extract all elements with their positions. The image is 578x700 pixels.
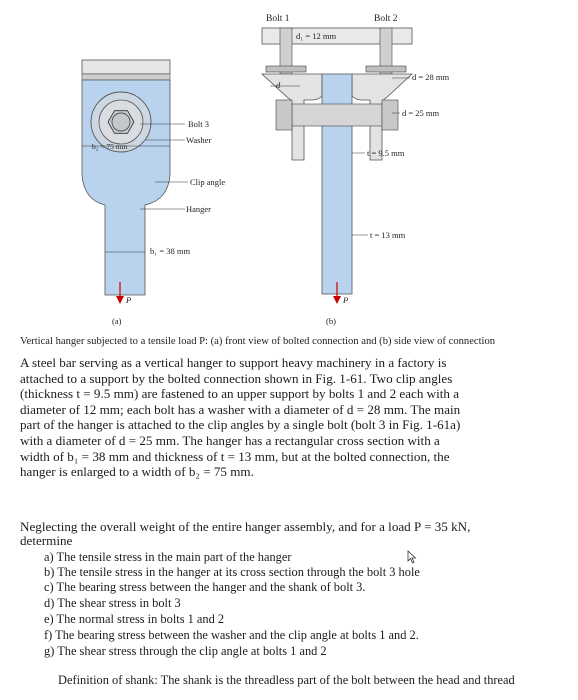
label-bolt1: Bolt 1 (266, 14, 290, 24)
label-bolt2: Bolt 2 (374, 14, 398, 24)
question-g: g) The shear stress through the clip angle at bolts 1 and 2 (44, 644, 327, 658)
mouse-cursor-icon (407, 550, 417, 564)
problem-paragraph (20, 355, 518, 480)
paragraph-line: (thickness t = 9.5 mm) are fastened to an upper support by bolts 1 and 2 each with a (20, 386, 460, 402)
instruction-line: determine (20, 533, 73, 548)
label-b2: b₂ = 75 mm (92, 142, 128, 151)
label-b1: b₁ = 38 mm (150, 246, 191, 256)
bolt3-shank (292, 104, 382, 126)
question-a: a) The tensile stress in the main part of the hanger (44, 550, 292, 564)
label-dw: d = 28 mm (412, 72, 450, 82)
label-clip-angle: Clip angle (190, 177, 226, 187)
question-c: c) The bearing stress between the hanger and the shank of bolt 3. (44, 580, 366, 594)
figure-caption: Vertical hanger subjected to a tensile load P: (a) front view of bolted connection and (b) side view of connection (20, 336, 496, 347)
label-t: t = 13 mm (370, 230, 406, 240)
paragraph-line: part of the hanger is attached to the clip angles by a single bolt (bolt 3 in Fig. 1-61a) (20, 417, 461, 433)
label-hanger: Hanger (186, 204, 212, 214)
figure-drawing (0, 0, 578, 345)
label-P-a: P (126, 295, 132, 305)
label-P-b: P (343, 295, 349, 305)
paragraph-line: diameter of 12 mm; each bolt has a washer with a diameter of d = 28 mm. The main (20, 401, 461, 417)
label-tc: t = 9.5 mm (367, 148, 405, 158)
question-b: b) The tensile stress in the hanger at its cross section through the bolt 3 hole (44, 565, 420, 579)
shank-definition: Definition of shank: The shank is the threadless part of the bolt between the head and thread (58, 673, 515, 687)
support-plate-a (82, 60, 170, 74)
paragraph-line: width of b₁ = 38 mm and thickness of t = 13 mm, but at the bolted connection, the (20, 448, 450, 464)
label-bolt3: Bolt 3 (188, 119, 210, 129)
question-d: d) The shear stress in bolt 3 (44, 596, 181, 610)
paragraph-line: attached to a support by the bolted connection shown in Fig. 1-61. Two clip angles (20, 370, 453, 386)
paragraph-line: with a diameter of d = 25 mm. The hanger has a rectangular cross section with a (20, 432, 440, 448)
question-e: e) The normal stress in bolts 1 and 2 (44, 612, 225, 626)
label-washer: Washer (186, 135, 212, 145)
figure-bolted-connection (0, 0, 578, 345)
problem-instructions (20, 520, 518, 548)
label-sub-b: (b) (326, 316, 336, 326)
question-f: f) The bearing stress between the washer and the clip angle at bolts 1 and 2. (44, 628, 419, 642)
paragraph-line: hanger is enlarged to a width of b₂ = 75 mm. (20, 464, 254, 480)
label-dw-small: d (276, 80, 281, 90)
label-d1: d₁ = 12 mm (296, 31, 337, 41)
label-d: d = 25 mm (402, 108, 440, 118)
paragraph-line: A steel bar serving as a vertical hanger to support heavy machinery in a factory is (20, 355, 447, 370)
instruction-line: Neglecting the overall weight of the entire hanger assembly, and for a load P = 35 kN, (20, 519, 471, 534)
label-sub-a: (a) (112, 316, 122, 326)
